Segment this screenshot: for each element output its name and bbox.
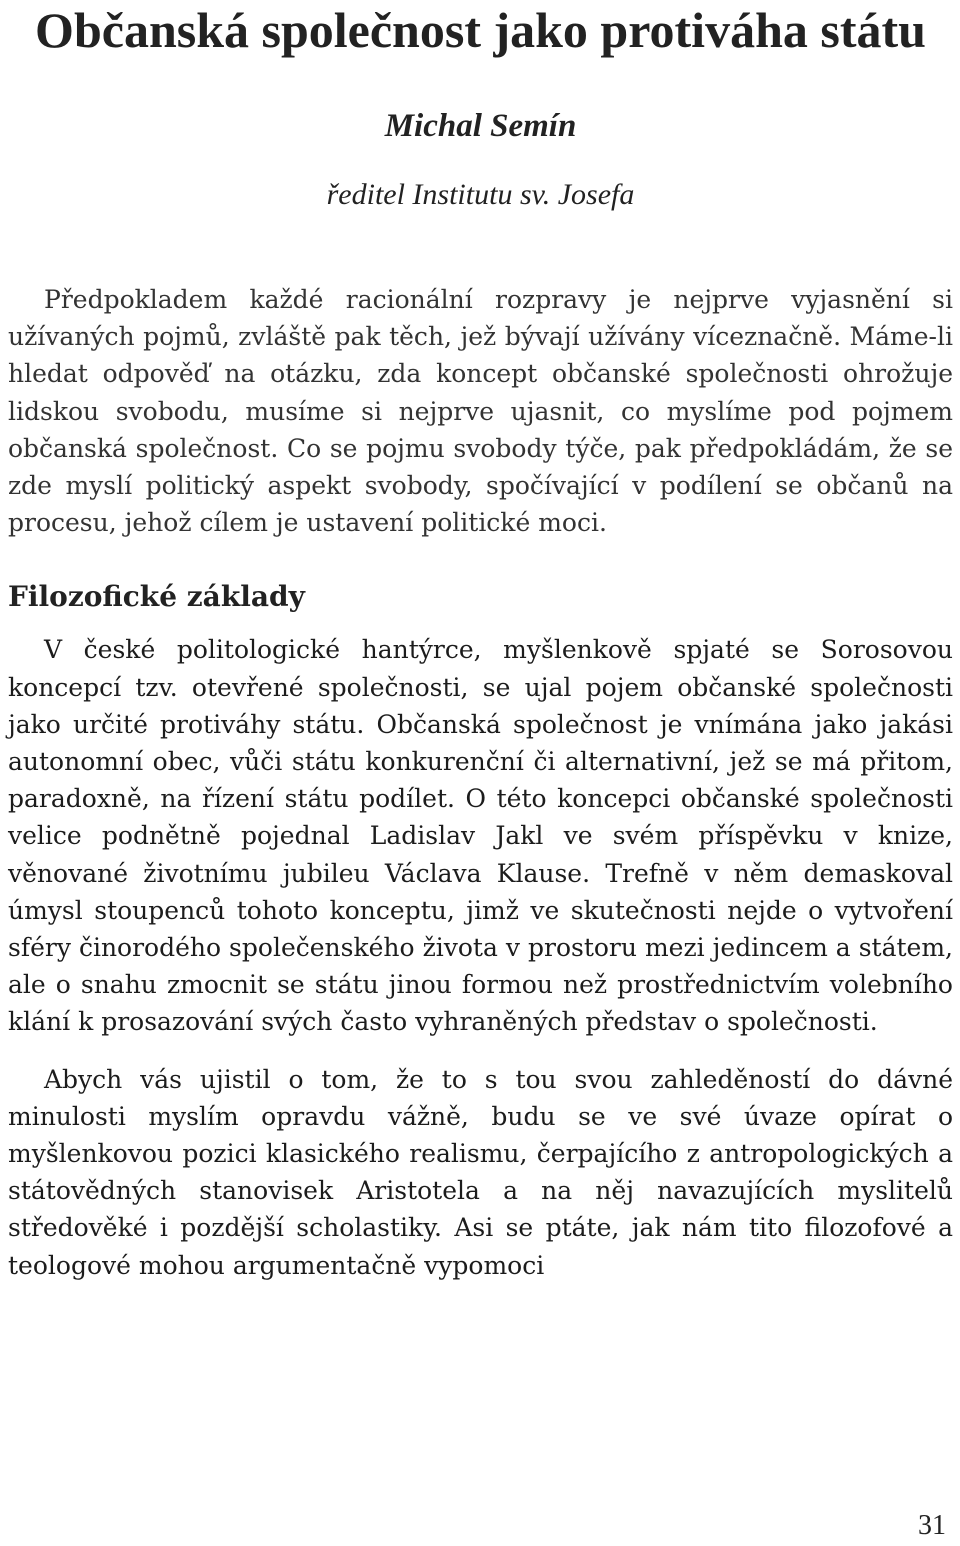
document-page xyxy=(8,0,953,1284)
section-heading: Filozofické základy xyxy=(8,580,305,614)
author-affiliation: ředitel Institutu sv. Josefa xyxy=(326,178,635,211)
body-paragraph: Abych vás ujistil o tom, že to s tou svou zahleděností do dávné minulosti myslím opravdu vážně, budu se ve své úvaze opírat o myšlenkovou pozici klasického realismu, čerpajícího z antropologických a státovědných stanovisek Aristotela a na něj navazujících myslitelů středověké i pozdější scholastiky. Asi se ptáte, jak nám tito filozofové a teologové mohou argumentačně vypomoci xyxy=(8,1064,953,1280)
author-name: Michal Semín xyxy=(384,108,577,144)
page-number: 31 xyxy=(918,1510,946,1541)
intro-paragraph: Předpokladem každé racionální rozpravy je nejprve vyjasnění si užívaných pojmů, zvláště pak těch, jež bývají užívány víceznačně. Máme-li hledat odpověď na otázku, zda koncept občanské společnosti ohrožuje lidskou svobodu, musíme si nejprve ujasnit, co myslíme pod pojmem občanská společnost. Co se pojmu svobody týče, pak předpokládám, že se zde myslí politický aspekt svobody, spočívající v podílení se občanů na procesu, jehož cílem je ustavení politické moci. xyxy=(8,285,953,538)
body-paragraph: V české politologické hantýrce, myšlenkově spjaté se Sorosovou koncepcí tzv. otevřené společnosti, se ujal pojem občanské společnosti jako určité protiváhy státu. Občanská společnost je vnímána jako jakási autonomní obec, vůči státu konkurenční či alternativní, jež se má přitom, paradoxně, na řízení státu podílet. O této koncepci občanské společnosti velice podnětně pojednal Ladislav Jakl ve svém příspěvku v knize, věnované životnímu jubileu Václava Klause. Trefně v něm demaskoval úmysl stoupenců tohoto konceptu, jimž ve skutečnosti nejde o vytvoření sféry činorodého společenského života v prostoru mezi jedincem a státem, ale o snahu zmocnit se státu jinou formou než prostřednictvím volebního klání k prosazování svých často vyhraněných představ o společnosti. xyxy=(8,635,953,1037)
article-title: Občanská společnost jako protiváha státu xyxy=(35,2,926,58)
